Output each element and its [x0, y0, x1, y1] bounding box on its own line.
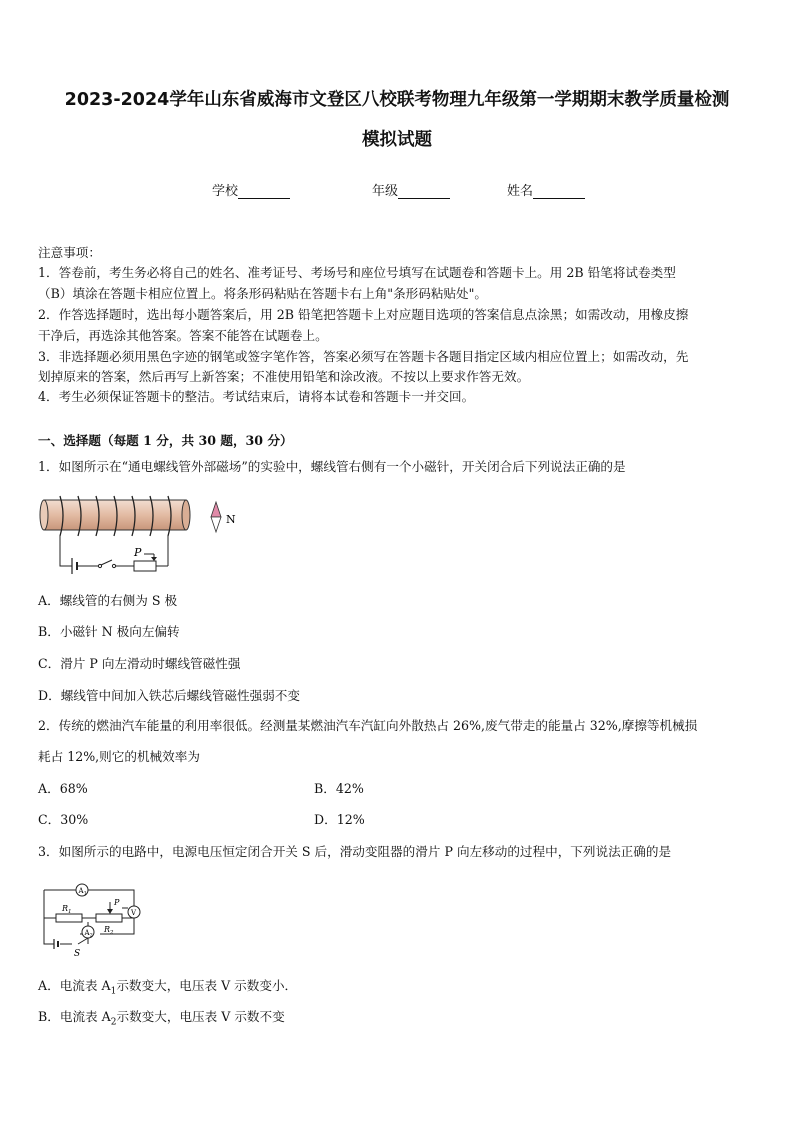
- option-b: B．42%: [314, 781, 364, 796]
- north-label: N: [226, 513, 236, 526]
- option-a: A．68%: [38, 781, 88, 796]
- option-b-text: B．电流表 A: [38, 1009, 111, 1024]
- a2-label: $A_2$: [84, 929, 93, 939]
- slider-p-label: P: [134, 546, 142, 559]
- a1-label: $A_1$: [78, 887, 87, 897]
- student-info-row: [0, 180, 794, 202]
- option-d: D．螺线管中间加入铁芯后螺线管磁性强弱不变: [38, 688, 300, 703]
- option-b: [38, 1008, 758, 1032]
- name-label: 姓名: [507, 184, 534, 199]
- option-d: D．12%: [314, 812, 365, 827]
- grade-field: [372, 180, 450, 199]
- exam-subtitle: 模拟试题: [362, 130, 432, 150]
- option-a-text: A．电流表 A: [38, 978, 111, 993]
- option-a-text-cont: 示数变大，电压表 V 示数变小．: [116, 978, 298, 993]
- notice-line: 3．非选择题必须用黑色字迹的钢笔或签字笔作答，答案必须写在答题卡各题目指定区域内相应位置上；如需改动，先: [38, 349, 689, 364]
- school-field: [212, 180, 290, 199]
- p-label: P: [114, 898, 120, 907]
- option-b-sub: 2: [110, 1017, 117, 1028]
- section-heading: 一、选择题（每题 1 分，共 30 题，30 分）: [38, 433, 293, 448]
- name-field: [507, 180, 585, 199]
- option-a-sub: 1: [110, 986, 117, 997]
- notice-line: 4．考生必须保证答题卡的整洁。考试结束后，请将本试卷和答题卡一并交回。: [38, 389, 475, 404]
- option-b: B．小磁针 N 极向左偏转: [38, 624, 180, 639]
- question-3-stem: 3．如图所示的电路中，电源电压恒定闭合开关 S 后，滑动变阻器的滑片 P 向左移动的过程中，下列说法正确的是: [38, 844, 672, 859]
- option-a: [38, 977, 758, 1001]
- school-blank: [238, 184, 290, 199]
- option-b-text-cont: 示数变大，电压表 V 示数不变: [116, 1009, 285, 1024]
- notice-line: 干净后，再选涂其他答案。答案不能答在试题卷上。: [38, 328, 328, 343]
- school-label: 学校: [212, 184, 239, 199]
- notice-line: 1．答卷前，考生务必将自己的姓名、准考证号、考场号和座位号填写在试题卷和答题卡上。用 2B 铅笔将试卷类型: [38, 265, 676, 280]
- name-blank: [533, 184, 585, 199]
- notice-line: （B）填涂在答题卡相应位置上。将条形码粘贴在答题卡右上角"条形码粘贴处"。: [38, 286, 488, 301]
- option-a: A．螺线管的右侧为 S 极: [38, 593, 178, 608]
- v-label: V: [131, 909, 137, 917]
- question-2-stem: 2．传统的燃油汽车能量的利用率很低。经测量某燃油汽车汽缸向外散热占 26%,废气带走的能量占 32%,摩擦等机械损: [38, 718, 698, 733]
- compass-needle: [211, 502, 221, 532]
- option-c: C．30%: [38, 812, 89, 827]
- notice-line: 划掉原来的答案，然后再写上新答案；不准使用铅笔和涂改液。不按以上要求作答无效。: [38, 369, 530, 384]
- exam-title: 2023-2024学年山东省威海市文登区八校联考物理九年级第一学期期末教学质量检测: [64, 90, 730, 110]
- solenoid-figure: [36, 490, 256, 580]
- question-2-stem-cont: 耗占 12%,则它的机械效率为: [38, 749, 200, 764]
- notice-line: 2．作答选择题时，选出每小题答案后，用 2B 铅笔把答题卡上对应题目选项的答案信息点涂黑；如需改动，用橡皮擦: [38, 307, 689, 322]
- option-c: C．滑片 P 向左滑动时螺线管磁性强: [38, 656, 241, 671]
- s-label: S: [74, 949, 81, 958]
- notice-heading: 注意事项：: [38, 245, 101, 260]
- r1-label: $R_1$: [62, 904, 72, 915]
- grade-label: 年级: [372, 184, 399, 199]
- r2-label: $R_2$: [104, 925, 114, 936]
- circuit-figure: [38, 878, 158, 958]
- grade-blank: [398, 184, 450, 199]
- question-1-stem: 1．如图所示在“通电螺线管外部磁场”的实验中，螺线管右侧有一个小磁针，开关闭合后下列说法正确的是: [38, 459, 626, 474]
